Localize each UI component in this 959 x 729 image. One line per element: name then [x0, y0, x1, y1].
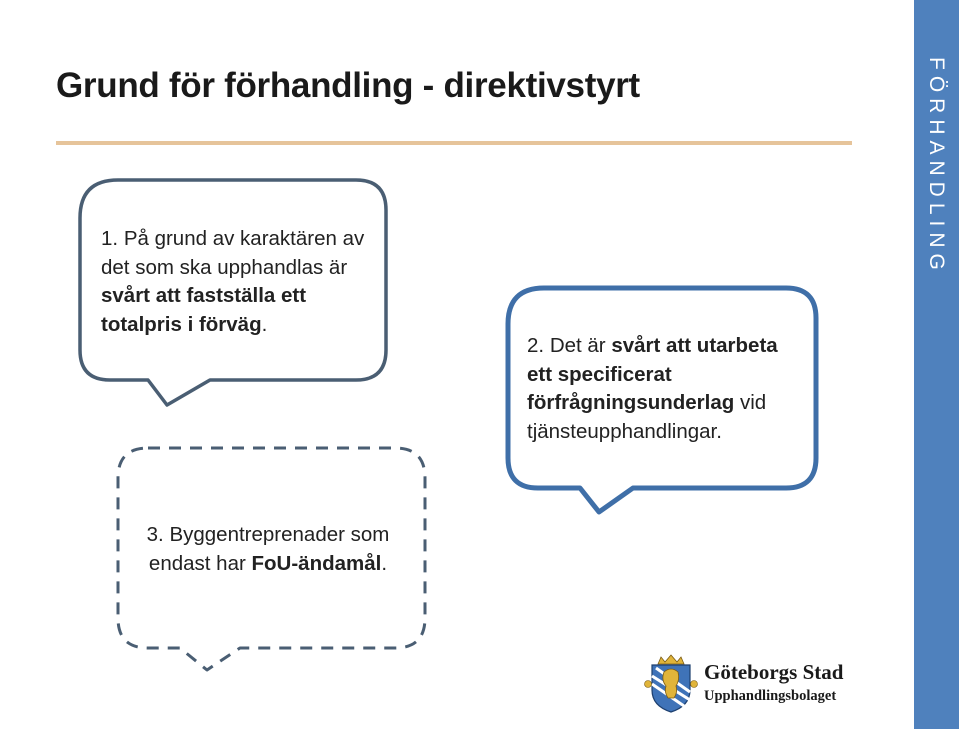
goteborg-crest-icon: [644, 654, 698, 714]
goteborgs-stad-logo: [644, 654, 874, 714]
logo-name: Göteborgs Stad: [704, 660, 844, 684]
bubble-1-text-bold: svårt att fastställa ett totalpris i förväg: [101, 284, 307, 336]
bubble-2-text: [527, 332, 807, 446]
bubble-3-text-bold: FoU-ändamål: [251, 551, 382, 575]
bubble-3-text-end: .: [381, 551, 388, 575]
bubble-1-text: [101, 225, 376, 339]
bubble-3-text-part: Byggentreprenader som endast har: [148, 523, 390, 575]
bubble-2-number: 2.: [527, 334, 545, 357]
bubble-1-text-end: .: [261, 312, 268, 336]
bubble-1-text-part: På grund av karaktären av det som ska upphandlas är: [101, 227, 365, 279]
bubble-2-text-end: vid tjänsteupphandlingar.: [527, 391, 767, 443]
bubble-3-text: [118, 521, 418, 578]
slide-title: Grund för förhandling - direktivstyrt: [56, 66, 640, 105]
bubble-1-number: 1.: [101, 227, 119, 250]
sidebar-label: FÖRHANDLING: [925, 57, 948, 276]
logo-subtitle: Upphandlingsbolaget: [704, 688, 837, 704]
bubble-2-text-bold: svårt att utarbeta ett specificerat förfrågningsunderlag: [527, 334, 778, 414]
bubble-2-text-part: Det är: [549, 334, 612, 357]
bubble-3-number: 3.: [146, 523, 164, 546]
